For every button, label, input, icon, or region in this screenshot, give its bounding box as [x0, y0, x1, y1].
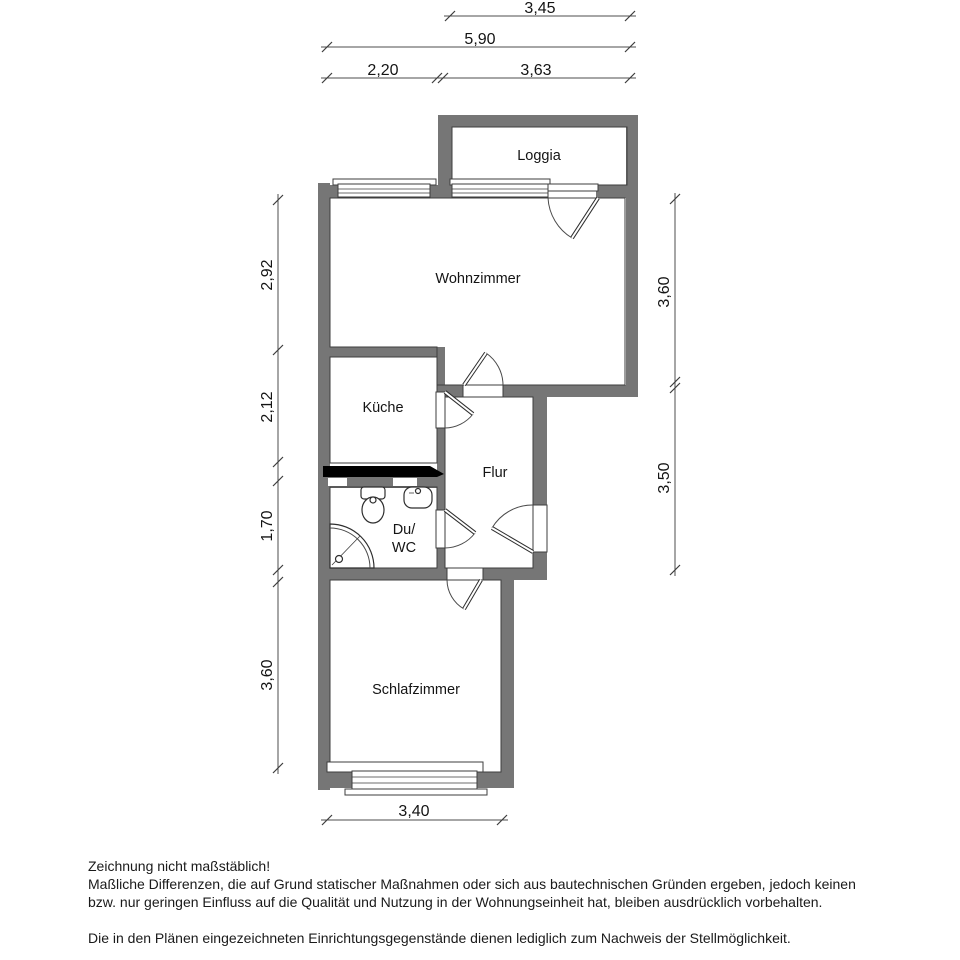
fixtures	[330, 487, 432, 568]
dim-top-590	[321, 31, 636, 52]
dim-value: 3,45	[524, 0, 556, 17]
wall-right-outer	[626, 115, 638, 397]
label-schlafzimmer: Schlafzimmer	[372, 682, 460, 698]
label-du: Du/	[392, 522, 416, 538]
window-wohnzimmer	[333, 179, 436, 197]
wall-flur-right-a	[533, 385, 547, 505]
label-loggia: Loggia	[517, 148, 561, 164]
wall-flur-right-b	[533, 552, 547, 580]
room-labels	[362, 148, 561, 698]
walls	[318, 115, 638, 790]
wall-cutout-b	[393, 478, 417, 486]
dim-top-345	[444, 0, 636, 21]
dim-value: 2,12	[259, 391, 276, 423]
installation-wall	[323, 466, 444, 477]
door-loggia	[548, 184, 598, 238]
outline-schlafzimmer	[330, 580, 501, 772]
wall-top-c	[596, 185, 628, 198]
wall-loggia-top	[438, 115, 638, 127]
label-wc: WC	[391, 540, 417, 556]
dim-left-chain	[259, 194, 283, 774]
wall-schlaf-east	[501, 575, 514, 788]
label-kueche: Küche	[362, 400, 404, 416]
door-duwc	[436, 510, 475, 548]
wall-kueche-north	[318, 347, 445, 357]
window-loggia	[450, 179, 550, 197]
door-schlafzimmer	[447, 568, 483, 609]
sink	[404, 487, 432, 508]
label-wohnzimmer: Wohnzimmer	[435, 271, 521, 287]
wall-wing-south	[547, 385, 638, 397]
wall-cutout-a	[328, 478, 347, 486]
dim-value: 3,60	[656, 276, 673, 308]
door-entrance	[492, 505, 547, 552]
dim-value: 2,20	[367, 62, 399, 79]
disclaimer-line-2: Maßliche Differenzen, die auf Grund statischer Maßnahmen oder sich aus bautechnischen Gründen ergeben, jedoch keinen	[88, 876, 856, 892]
dim-value: 1,70	[259, 510, 276, 542]
wall-schlaf-north-a	[318, 568, 447, 580]
dim-value: 3,40	[398, 803, 430, 820]
disclaimer-line-4: Die in den Plänen eingezeichneten Einrichtungsgegenstände dienen lediglich zum Nachweis der Stellmöglichkeit.	[88, 930, 791, 946]
door-wohnzimmer-flur	[463, 353, 503, 397]
installation-wall-shape	[323, 466, 444, 477]
dim-top-220-363	[321, 62, 636, 83]
label-flur: Flur	[482, 465, 508, 481]
disclaimer-line-3: bzw. nur geringen Einfluss auf die Qualität und Nutzung in der Wohnungseinheit hat, bleiben ausdrücklich vorbehalten.	[88, 894, 823, 910]
wall-schlaf-south-b	[477, 772, 514, 788]
dim-value: 3,60	[259, 659, 276, 691]
wall-top-a	[318, 185, 340, 198]
wall-mid-vert-b	[437, 428, 445, 510]
dim-value: 5,90	[464, 31, 496, 48]
toilet	[361, 487, 385, 523]
dim-value: 2,92	[259, 259, 276, 291]
wall-schlaf-south-a	[318, 772, 352, 788]
shower	[330, 524, 374, 568]
dim-value: 3,63	[520, 62, 552, 79]
dim-value: 3,50	[656, 462, 673, 494]
dim-right-chain	[656, 193, 680, 576]
dim-bottom-340	[321, 803, 508, 825]
disclaimer-text	[88, 857, 958, 947]
disclaimer-line-1: Zeichnung nicht maßstäblich!	[88, 858, 271, 874]
